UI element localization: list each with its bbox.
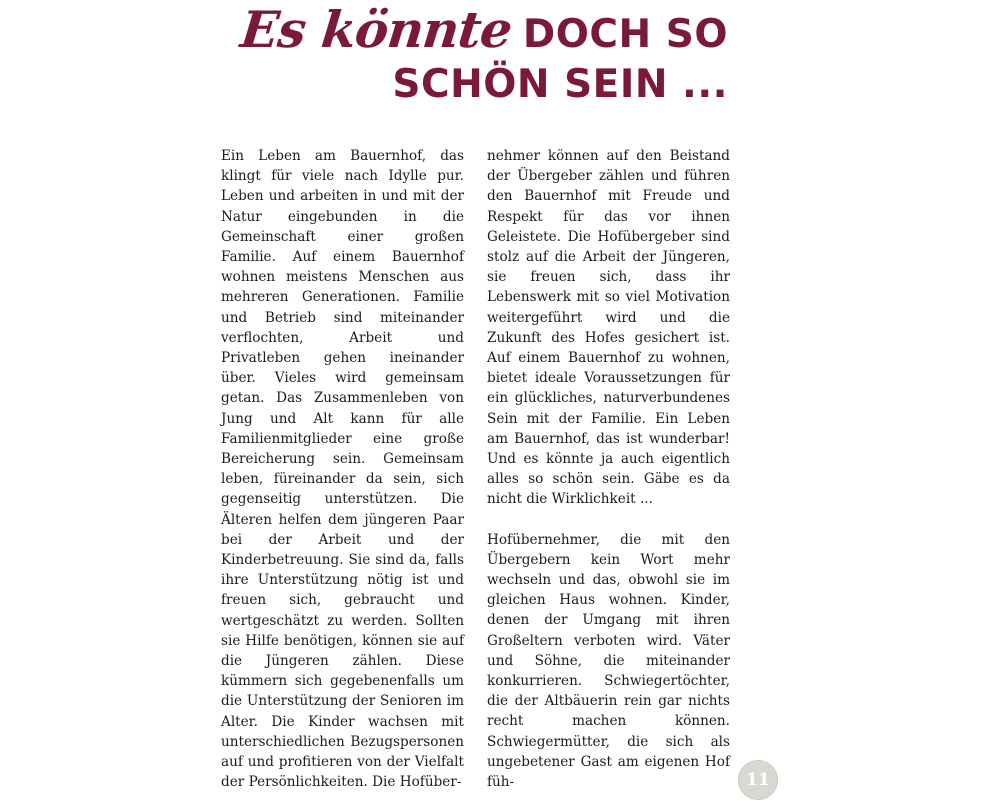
page-number: 11 (746, 770, 770, 790)
body-paragraph: Ein Leben am Bauernhof, das klingt für viele nach Idylle pur. Leben und arbeiten in und mit der Natur eingebunden in die Gemeinschaft einer großen Familie. Auf einem Bauernhof wohnen meistens Menschen aus mehreren Generationen. Familie und Betrieb sind miteinander verflochten, Arbeit und Privatleben gehen ineinander über. Vieles wird gemeinsam getan. Das Zusammenleben von Jung und Alt kann für alle Familienmitglieder eine große Bereicherung sein. Gemeinsam leben, füreinander da sein, sich gegenseitig unterstützen. Die Älteren helfen dem jüngeren Paar bei der Arbeit und der Kinderbetreuung. Sie sind da, falls ihre Unterstützung nötig ist und freuen sich, gebraucht und wertgeschätzt zu werden. Sollten sie Hilfe benötigen, können sie auf die Jüngeren zählen. Diese kümmern sich gegebenenfalls um die Unterstützung der Senioren im Alter. Die Kinder wachsen mit unterschiedlichen Bezugspersonen auf und profitieren von der Vielfalt der Persönlichkeiten. Die Hofüber- (221, 148, 464, 791)
page-number-badge (738, 760, 778, 800)
body-paragraph: nehmer können auf den Beistand der Übergeber zählen und führen den Bauernhof mit Freude und Respekt für das vor ihnen Geleistete. Die Hofübergeber sind stolz auf die Arbeit der Jüngeren, sie freuen sich, dass ihr Lebenswerk mit so viel Motivation weitergeführt wird und die Zukunft des Hofes gesichert ist. Auf einem Bauernhof zu wohnen, bietet ideale Voraussetzungen für ein glückliches, naturverbundenes Sein mit der Familie. Ein Leben am Bauernhof, das ist wunderbar! Und es könnte ja auch eigentlich alles so schön sein. Gäbe es da nicht die Wirklichkeit ... (487, 148, 730, 508)
text-column-right (487, 146, 730, 792)
headline-script-text: Es könnte (237, 0, 514, 59)
headline-caps-line-1: DOCH SO (522, 12, 728, 57)
text-column-left (221, 146, 464, 793)
headline-caps-line-2: SCHÖN SEIN ... (392, 62, 728, 107)
body-paragraph: Hofübernehmer, die mit den Übergebern kein Wort mehr wechseln und das, obwohl sie im gleichen Haus wohnen. Kinder, denen der Umgang mit ihren Großeltern verboten wird. Väter und Söhne, die miteinander konkurrieren. Schwiegertöchter, die der Altbäuerin rein gar nichts recht machen können. Schwiegermütter, die sich als ungebetener Gast am eigenen Hof füh- (487, 531, 730, 791)
page-headline (237, 0, 728, 110)
headline-line-2 (241, 60, 728, 110)
headline-line-1 (237, 0, 728, 60)
